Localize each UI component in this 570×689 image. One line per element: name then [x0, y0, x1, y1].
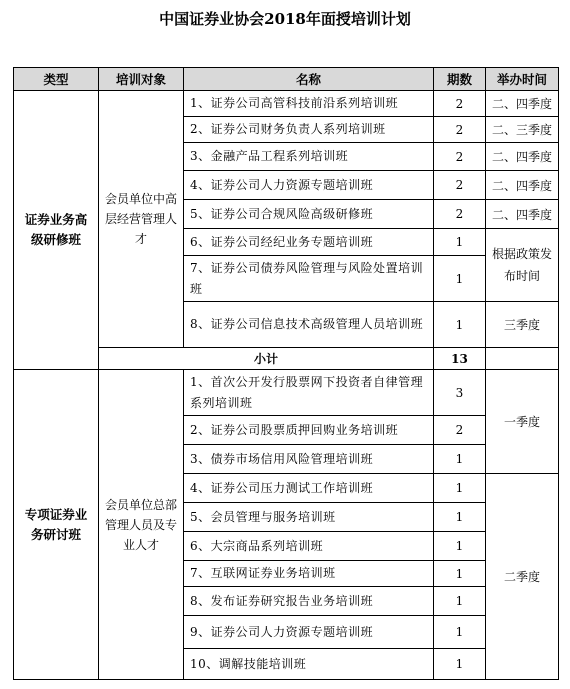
group1-target: 会员单位中高层经营管理人才: [99, 91, 184, 348]
course-time: 二、四季度: [486, 171, 559, 200]
course-name: 4、证券公司压力测试工作培训班: [184, 474, 434, 503]
time-q2: 二季度: [486, 474, 559, 680]
course-name: 1、首次公开发行股票网下投资者自律管理系列培训班: [184, 370, 434, 416]
table-row: [14, 370, 559, 416]
course-name: 4、证券公司人力资源专题培训班: [184, 171, 434, 200]
course-time: 二、四季度: [486, 200, 559, 229]
group1-type: 证券业务高级研修班: [14, 91, 99, 370]
table-row: [14, 91, 559, 117]
course-count: 1: [434, 561, 486, 587]
course-count: 1: [434, 229, 486, 256]
course-count: 1: [434, 302, 486, 348]
group2-target: 会员单位总部管理人员及专业人才: [99, 370, 184, 680]
course-name: 10、调解技能培训班: [184, 649, 434, 680]
course-name: 3、债券市场信用风险管理培训班: [184, 445, 434, 474]
course-name: 7、证券公司债券风险管理与风险处置培训班: [184, 256, 434, 302]
course-count: 2: [434, 91, 486, 117]
course-count: 1: [434, 474, 486, 503]
course-name: 5、会员管理与服务培训班: [184, 503, 434, 532]
course-count: 1: [434, 532, 486, 561]
course-count: 1: [434, 445, 486, 474]
header-target: 培训对象: [99, 68, 184, 91]
course-count: 2: [434, 117, 486, 143]
course-name: 8、证券公司信息技术高级管理人员培训班: [184, 302, 434, 348]
course-count: 1: [434, 649, 486, 680]
header-type: 类型: [14, 68, 99, 91]
course-time: 二、四季度: [486, 143, 559, 171]
time-q1: 一季度: [486, 370, 559, 474]
header-name: 名称: [184, 68, 434, 91]
course-name: 2、证券公司股票质押回购业务培训班: [184, 416, 434, 445]
course-name: 3、金融产品工程系列培训班: [184, 143, 434, 171]
course-count: 1: [434, 503, 486, 532]
header-row: [14, 68, 559, 91]
subtotal-label: 小计: [99, 348, 434, 370]
course-count: 2: [434, 200, 486, 229]
course-time: 二、四季度: [486, 91, 559, 117]
course-name: 2、证券公司财务负责人系列培训班: [184, 117, 434, 143]
page-title: 中国证券业协会2018年面授培训计划: [159, 10, 411, 28]
group2-type: 专项证券业务研讨班: [14, 370, 99, 680]
subtotal-empty: [486, 348, 559, 370]
course-time: 三季度: [486, 302, 559, 348]
merged-time: 根据政策发布时间: [486, 229, 559, 302]
course-count: 2: [434, 416, 486, 445]
course-count: 1: [434, 256, 486, 302]
course-time: 二、三季度: [486, 117, 559, 143]
course-count: 1: [434, 587, 486, 616]
course-name: 1、证券公司高管科技前沿系列培训班: [184, 91, 434, 117]
training-plan-table: [13, 67, 559, 680]
course-name: 5、证券公司合规风险高级研修班: [184, 200, 434, 229]
course-name: 6、大宗商品系列培训班: [184, 532, 434, 561]
course-name: 7、互联网证券业务培训班: [184, 561, 434, 587]
course-name: 6、证券公司经纪业务专题培训班: [184, 229, 434, 256]
course-count: 3: [434, 370, 486, 416]
header-time: 举办时间: [486, 68, 559, 91]
subtotal-value: 13: [434, 348, 486, 370]
header-count: 期数: [434, 68, 486, 91]
course-count: 2: [434, 143, 486, 171]
course-count: 2: [434, 171, 486, 200]
course-name: 8、发布证券研究报告业务培训班: [184, 587, 434, 616]
course-name: 9、证券公司人力资源专题培训班: [184, 616, 434, 649]
course-count: 1: [434, 616, 486, 649]
